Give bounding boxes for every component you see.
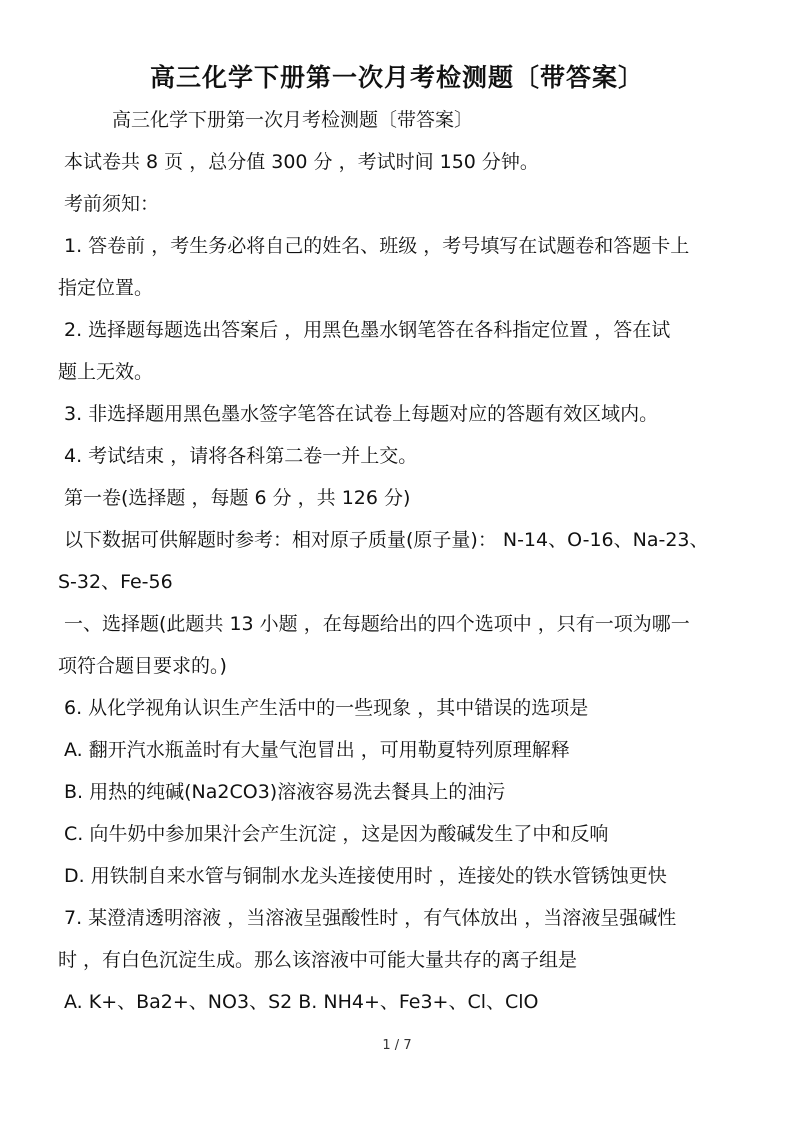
question-6-option-a: A. 翻开汽水瓶盖时有大量气泡冒出 ，可用勒夏特列原理解释 xyxy=(64,739,570,761)
notice-item-3: 3. 非选择题用黑色墨水签字笔答在试卷上每题对应的答题有效区域内。 xyxy=(64,403,659,425)
question-7: 7. 某澄清透明溶液 ，当溶液呈强酸性时 ，有气体放出 ，当溶液呈强碱性 xyxy=(64,907,677,929)
part-heading: 一、选择题(此题共 13 小题 ，在每题给出的四个选项中 ，只有一项为哪一 xyxy=(64,613,690,635)
reference-data-line: 以下数据可供解题时参考：相对原子质量(原子量)： N-14、O-16、Na-23、 xyxy=(64,529,709,551)
question-7-options-ab: A. K+、Ba2+、NO3、S2 B. NH4+、Fe3+、Cl、ClO xyxy=(64,991,539,1013)
question-6-option-c: C. 向牛奶中参加果汁会产生沉淀 ，这是因为酸碱发生了中和反响 xyxy=(64,823,609,845)
page-title: 高三化学下册第一次月考检测题〔带答案〕 xyxy=(149,63,644,92)
page-number: 1 / 7 xyxy=(382,1038,412,1053)
exam-info-line: 本试卷共 8 页 ，总分值 300 分 ，考试时间 150 分钟。 xyxy=(64,151,539,173)
question-6-option-b: B. 用热的纯碱(Na2CO3)溶液容易洗去餐具上的油污 xyxy=(64,781,506,803)
section-heading: 第一卷(选择题 ，每题 6 分 ，共 126 分) xyxy=(64,487,411,509)
notice-item-4: 4. 考试结束 ，请将各科第二卷一并上交。 xyxy=(64,445,418,467)
notice-item-2: 2. 选择题每题选出答案后 ，用黑色墨水钢笔答在各科指定位置 ，答在试 xyxy=(64,319,671,341)
question-6: 6. 从化学视角认识生产生活中的一些现象 ，其中错误的选项是 xyxy=(64,697,589,719)
notice-item-2-cont: 题上无效。 xyxy=(58,361,154,383)
notice-item-1: 1. 答卷前 ，考生务必将自己的姓名、班级 ，考号填写在试题卷和答题卡上 xyxy=(64,235,690,257)
reference-data-cont: S-32、Fe-56 xyxy=(58,571,173,593)
subtitle-line: 高三化学下册第一次月考检测题〔带答案〕 xyxy=(112,109,474,131)
notice-item-1-cont: 指定位置。 xyxy=(58,277,154,299)
question-7-cont: 时 ，有白色沉淀生成。那么该溶液中可能大量共存的离子组是 xyxy=(58,949,578,971)
part-heading-cont: 项符合题目要求的。) xyxy=(58,655,227,677)
question-6-option-d: D. 用铁制自来水管与铜制水龙头连接使用时 ，连接处的铁水管锈蚀更快 xyxy=(64,865,667,887)
notice-heading: 考前须知： xyxy=(64,193,160,215)
